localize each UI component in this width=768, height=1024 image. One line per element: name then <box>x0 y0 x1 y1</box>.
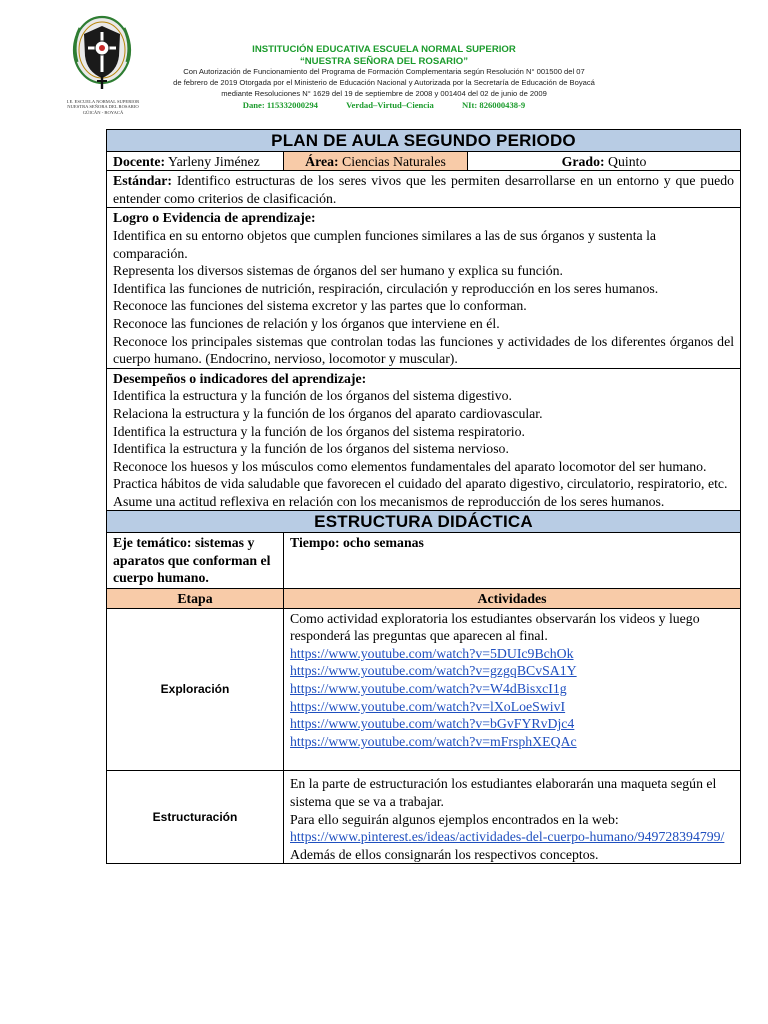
exploration-stage: Exploración <box>107 608 284 771</box>
structuring-stage: Estructuración <box>107 771 284 864</box>
video-link[interactable]: https://www.youtube.com/watch?v=mFrsphXEQAc <box>290 733 577 749</box>
activities-column-header: Actividades <box>284 589 741 609</box>
crest-caption: I.E. ESCUELA NORMAL SUPERIOR NUESTRA SEÑORA DEL ROSARIO GÜICÁN - BOYACÁ <box>66 99 140 115</box>
standard-text: Identifico estructuras de los seres vivos que les permiten desarrollarse en un entorno y que puedo entender como criterios de clasificación. <box>113 173 735 206</box>
pinterest-link[interactable]: https://www.pinterest.es/ideas/actividades-del-cuerpo-humano/949728394799/ <box>290 829 725 845</box>
video-link[interactable]: https://www.youtube.com/watch?v=lXoLoeSwivI <box>290 698 566 714</box>
activities-header-row <box>107 589 741 609</box>
structuring-text: En la parte de estructuración los estudiantes elaborarán una maqueta según el sistema que se va a trabajar. <box>290 776 717 809</box>
indicator-item: Relaciona la estructura y la función de los órganos del aparato cardiovascular. <box>113 405 543 421</box>
authorization-line: mediante Resoluciones N° 1629 del 19 de septiembre de 2008 y 001404 del 02 de junio de 2009 <box>221 88 547 98</box>
structure-title: ESTRUCTURA DIDÁCTICA <box>107 511 741 533</box>
motto: Verdad–Virtud–Ciencia <box>346 100 434 111</box>
lesson-plan-table <box>106 129 741 864</box>
indicator-item: Practica hábitos de vida saludable que favorecen el cuidado del aparato digestivo, circulatorio, respiratorio, etc. <box>113 476 728 492</box>
exploration-row <box>107 608 741 771</box>
theme-row <box>107 533 741 589</box>
structuring-activities <box>284 771 741 864</box>
achievement-item: Identifica en su entorno objetos que cumplen funciones similares a las de sus órganos y sustenta la comparación. <box>113 227 657 261</box>
structuring-text: Para ello seguirán algunos ejemplos encontrados en la web: <box>290 811 619 827</box>
indicator-item: Identifica la estructura y la función de los órganos del sistema nervioso. <box>113 441 509 457</box>
teacher-cell: Docente: Yarleny Jiménez <box>107 151 284 171</box>
time-cell: Tiempo: ocho semanas <box>284 533 741 589</box>
video-link[interactable]: https://www.youtube.com/watch?v=bGvFYRvDjc4 <box>290 716 575 732</box>
school-crest-icon <box>72 14 132 90</box>
letterhead-text <box>128 44 640 110</box>
area-cell: Área: Ciencias Naturales <box>284 151 468 171</box>
indicator-item: Reconoce los huesos y los músculos como elementos fundamentales del aparato locomotor del ser humano. <box>113 458 707 474</box>
standard-label: Estándar: <box>113 173 173 189</box>
video-links <box>290 645 734 751</box>
achievement-item: Representa los diversos sistemas de órganos del ser humano y explica su función. <box>113 263 563 279</box>
achievement-item: Reconoce las funciones de relación y los órganos que interviene en él. <box>113 315 500 331</box>
achievements-cell <box>107 208 741 368</box>
standard-cell <box>107 171 741 208</box>
stage-column-header: Etapa <box>107 589 284 609</box>
school-name: “NUESTRA SEÑORA DEL ROSARIO” <box>299 55 469 67</box>
area-name: Ciencias Naturales <box>342 153 446 169</box>
structuring-text: Además de ellos consignarán los respectivos conceptos. <box>290 846 599 862</box>
plan-info-row <box>107 151 741 171</box>
nit-code: NIt: 826000438-9 <box>461 100 526 111</box>
achievement-item: Reconoce los principales sistemas que controlan todas las funciones y actividades de los diferentes órganos del cuerpo humano. (Endocrino, nervioso, locomotor y muscular). <box>113 333 735 367</box>
teacher-name: Yarleny Jiménez <box>168 153 260 169</box>
grade-cell: Grado: Quinto <box>468 151 741 171</box>
achievement-item: Identifica las funciones de nutrición, respiración, circulación y reproducción en los seres humanos. <box>113 280 659 296</box>
achievement-item: Reconoce las funciones del sistema excretor y las partes que lo conforman. <box>113 298 527 314</box>
structuring-row <box>107 771 741 864</box>
contact-line <box>128 100 640 110</box>
achievements-label: Logro o Evidencia de aprendizaje: <box>113 210 316 226</box>
authorization-line: Con Autorización de Funcionamiento del Programa de Formación Complementaria según Resolución N° 001500 del 07 <box>183 67 585 76</box>
video-link[interactable]: https://www.youtube.com/watch?v=W4dBisxcI1g <box>290 681 567 697</box>
theme-cell: Eje temático: sistemas y aparatos que conforman el cuerpo humano. <box>107 533 284 589</box>
video-link[interactable]: https://www.youtube.com/watch?v=5DUIc9BchOk <box>290 645 574 661</box>
indicator-item: Identifica la estructura y la función de los órganos del sistema digestivo. <box>113 388 512 404</box>
plan-title: PLAN DE AULA SEGUNDO PERIODO <box>107 130 741 152</box>
grade-name: Quinto <box>608 153 647 169</box>
indicators-cell <box>107 368 741 511</box>
video-link[interactable]: https://www.youtube.com/watch?v=gzgqBCvSA1Y <box>290 663 577 679</box>
exploration-text: Como actividad exploratoria los estudiantes observarán los videos y luego responderá las preguntas que aparecen al final. <box>290 610 700 644</box>
authorization-line: de febrero de 2019 Otorgada por el Ministerio de Educación Nacional y Autorizada por la Secretaría de Educación de Boyacá <box>173 77 595 87</box>
indicator-item: Asume una actitud reflexiva en relación con los mecanismos de reproducción de los seres humanos. <box>113 493 665 509</box>
institution-name: INSTITUCIÓN EDUCATIVA ESCUELA NORMAL SUPERIOR <box>252 44 516 55</box>
indicator-item: Identifica la estructura y la función de los órganos del sistema respiratorio. <box>113 423 525 439</box>
letterhead <box>0 0 768 128</box>
indicators-label: Desempeños o indicadores del aprendizaje: <box>113 370 367 386</box>
dane-code: Dane: 115332000294 <box>242 100 318 111</box>
exploration-activities <box>284 608 741 771</box>
